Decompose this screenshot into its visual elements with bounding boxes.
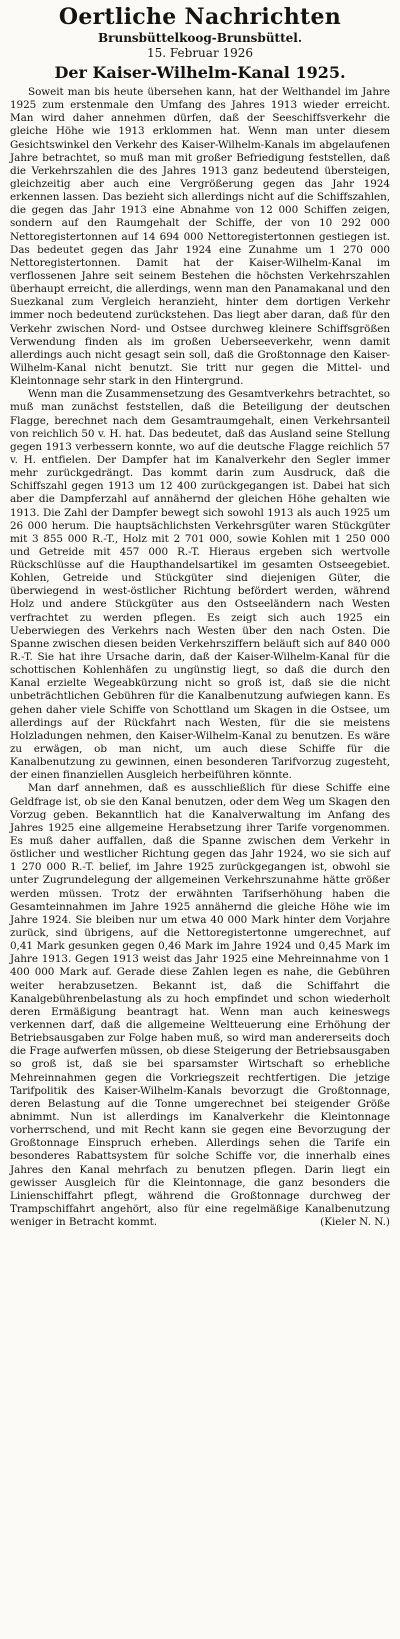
article-title: Der Kaiser-Wilhelm-Kanal 1925. <box>54 63 346 82</box>
article-paragraph: Wenn man die Zusammensetzung des Gesamtverkehrs betrachtet, so muß man zunächst feststellen, daß die Beteiligung der deutschen Flagge, berechnet nach dem Gesamtraumgehalt, einen Verkehrsanteil von reichlich 50 v. H. hat. Das bedeutet, daß das Ausland seine Stellung gegen 1913 verbessern konnte, wo auf die deutsche Flagge reichlich 57 v. H. entfielen. Der Dampfer hat im Kanalverkehr den Segler immer mehr zurückgedrängt. Das kommt darin zum Ausdruck, daß die Schiffszahl gegen 1913 um 12 400 zurückgegangen ist. Dabei hat sich aber die Dampferzahl auf annähernd der gleichen Höhe gehalten wie 1913. Die Zahl der Dampfer bewegt sich sowohl 1913 als auch 1925 um 26 000 herum. Die hauptsächlichsten Verkehrsgüter waren Stückgüter mit 3 855 000 R.-T., Holz mit 2 701 000, sowie Kohlen mit 1 250 000 und Getreide mit 457 000 R.-T. Hieraus ergeben sich wertvolle Rückschlüsse auf die Haupthandelsartikel im gesamten Ostseegebiet. Kohlen, Getreide und Stückgüter sind diejenigen Güter, die überwiegend in west-östlicher Richtung befördert werden, während Holz und andere Stückgüter aus den Ostseeländern nach Westen verfrachtet zu werden pflegen. Es zeigt sich auch 1925 ein Ueberwiegen des Verkehrs nach Westen über den nach Osten. Die Spanne zwischen diesen beiden Verkehrsziffern beläuft sich auf 840 000 R.-T. Sie hat ihre Ursache darin, daß der Kaiser-Wilhelm-Kanal für die schottischen Kohlenhäfen zu ungünstig liegt, so daß die durch den Kanal erzielte Wegeabkürzung nicht so groß ist, daß sie die nicht unbeträchtlichen Gebühren für die Kanalbenutzung aufwiegen kann. Es gehen daher viele Schiffe von Schottland um Skagen in die Ostsee, um allerdings auf der Rückfahrt nach Westen, für die sie meistens Holzladungen nehmen, den Kaiser-Wilhelm-Kanal zu benutzen. Es wäre zu erwägen, ob man nicht, um auch diese Schiffe für die Kanalbenutzung zu gewinnen, einen besonderen Tarifvorzug zugesteht, der einen finanziellen Ausgleich herbeiführen könnte. <box>10 388 391 782</box>
article-source-signature: (Kieler N. N.) <box>320 1216 390 1229</box>
article-paragraph: Soweit man bis heute übersehen kann, hat der Welthandel im Jahre 1925 zum erstenmale den Umfang des Jahres 1913 wieder erreicht. Man wird daher annehmen dürfen, daß der Seeschiffsverkehr die gleiche Höhe wie 1913 erklommen hat. Wenn man unter diesem Gesichtswinkel den Verkehr des Kaiser-Wilhelm-Kanals im abgelaufenen Jahre betrachtet, so muß man mit großer Befriedigung feststellen, daß die Verkehrszahlen die des Jahres 1913 ganz bedeutend übersteigen, gleichzeitig aber auch eine Vergrößerung gegen das Jahr 1924 erkennen lassen. Das bezieht sich allerdings nicht auf die Schiffszahlen, die gegen das Jahr 1913 eine Abnahme von 12 000 Schiffen zeigen, sondern auf den Raumgehalt der Schiffe, der von 10 292 000 Nettoregistertonnen auf 14 694 000 Nettoregistertonnen gestiegen ist. Das bedeutet gegen das Jahr 1924 eine Zunahme um 1 270 000 Nettoregistertonnen. Damit hat der Kaiser-Wilhelm-Kanal im verflossenen Jahre seit seinem Bestehen die höchsten Verkehrszahlen überhaupt erreicht, die allerdings, wenn man den Panamakanal und den Suezkanal zum Vergleich heranzieht, hinter dem dortigen Verkehr immer noch bedeutend zurückstehen. Das liegt aber daran, daß für den Verkehr zwischen Nord- und Ostsee durchweg kleinere Schiffsgrößen Verwendung finden als im großen Ueberseeverkehr, wenn damit allerdings auch nicht gesagt sein soll, daß die Großtonnage den Kaiser-Wilhelm-Kanal nicht benutzt. Sie tritt nur gegen die Mittel- und Kleintonnage sehr stark in den Hintergrund. <box>10 86 390 388</box>
masthead <box>10 4 390 61</box>
section-title: Oertliche Nachrichten <box>58 4 342 30</box>
article-body <box>10 86 390 1229</box>
dateline: 15. Februar 1926 <box>146 46 254 60</box>
article-paragraph: Man darf annehmen, daß es ausschließlich für diese Schiffe eine Geldfrage ist, ob sie den Kanal benutzen, oder dem Weg um Skagen den Vorzug geben. Bekanntlich hat die Kanalverwaltung im Anfang des Jahres 1925 eine allgemeine Herabsetzung ihrer Tarife vorgenommen. Es muß daher auffallen, daß die Spanne zwischen dem Verkehr in östlicher und westlicher Richtung gegen das Jahr 1924, wo sie sich auf 1 270 000 R.-T. belief, im Jahre 1925 zurückgegangen ist, obwohl sie unter Zugrundelegung der allgemeinen Verkehrszunahme hätte größer werden müssen. Trotz der erwähnten Tarifserhöhung haben die Gesamteinnahmen im Jahre 1925 annähernd die gleiche Höhe wie im Jahre 1924. Sie bleiben nur um etwa 40 000 Mark hinter dem Vorjahre zurück, sind übrigens, auf die Nettoregistertonne umgerechnet, auf 0,41 Mark gesunken gegen 0,46 Mark im Jahre 1924 und 0,45 Mark im Jahre 1913. Gegen 1913 weist das Jahr 1925 eine Mehreinnahme von 1 400 000 Mark auf. Gerade diese Zahlen legen es nahe, die Gebühren weiter herabzusetzen. Bekannt ist, daß die Schiffahrt die Kanalgebührenbelastung als zu hoch empfindet und schon wiederholt deren Ermäßigung beantragt hat. Wenn man auch keineswegs verkennen darf, daß die allgemeine Weltteuerung eine Erhöhung der Betriebsausgaben zur Folge haben muß, so wird man andererseits doch die Frage aufwerfen müssen, ob diese Steigerung der Betriebsausgaben so groß ist, daß sie bei sparsamster Wirtschaft so erhebliche Mehreinnahmen gegen die Vorkriegszeit rechtfertigen. Die jetzige Tarifpolitik des Kaiser-Wilhelm-Kanals bevorzugt die Großtonnage, deren Belastung auf die Tonne umgerechnet bei steigender Größe abnimmt. Nun ist allerdings im Kanalverkehr die Kleintonnage vorherrschend, und mit Recht kann sie gegen eine Bevorzugung der Großtonnage Einspruch erheben. Allerdings sehen die Tarife ein besonderes Rabattsystem für solche Schiffe vor, die innerhalb eines Jahres den Kanal mehrfach zu benutzen pflegen. Darin liegt ein gewisser Ausgleich für die Kleintonnage, die ganz besonders die Linienschiffahrt pflegt, während die Großtonnage durchweg der Trampschiffahrt angehört, also für eine regelmäßige Kanalbenutzung weniger in Betracht kommt. <box>10 782 390 1229</box>
locality-heading: Brunsbüttelkoog-Brunsbüttel. <box>98 31 302 45</box>
